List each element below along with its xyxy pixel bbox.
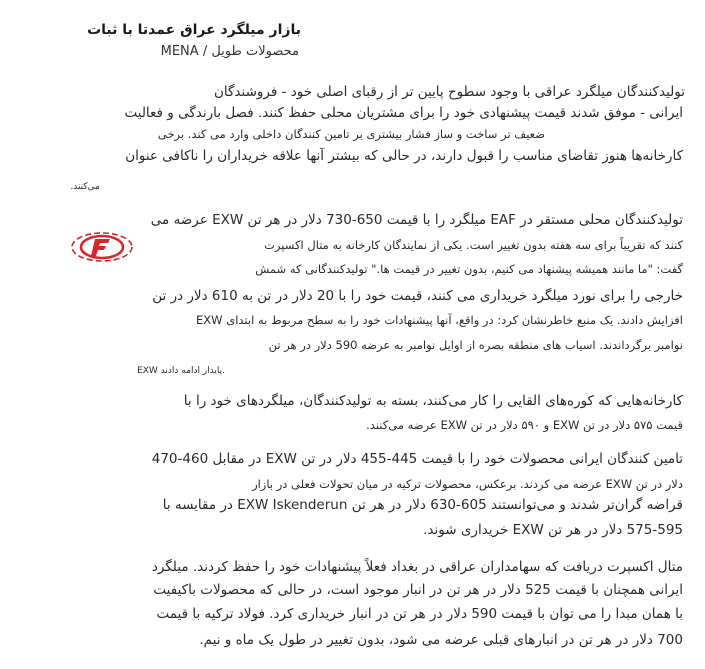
paragraph-1-line-2: ایرانی - موفق شدند قیمت پیشنهادی خود را برای مشتریان محلی حفظ کنند. فصل بارندگی و فعالیت xyxy=(124,105,683,121)
paragraph-4-line-3: قراضه گران‌تر شدند و می‌توانستند 605-630 دلار در هر تن EXW Iskenderun در مقایسه با xyxy=(162,497,683,513)
paragraph-1-line-3: ضعیف تر ساخت و ساز فشار بیشتری بر تامین کنندگان داخلی وارد می کند. برخی xyxy=(157,127,545,141)
paragraph-1-line-1: تولیدکنندگان میلگرد عراقی با وجود سطوح پایین تر از رقبای اصلی خود - فروشندگان xyxy=(213,84,685,100)
paragraph-5-line-4: 700 دلار در هر تن در انبارهای قبلی عرضه می شود، بدون تغییر در طول یک ماه و نیم. xyxy=(199,632,683,648)
metal-expert-logo xyxy=(70,231,134,263)
paragraph-1-line-4: کارخانه‌ها هنوز تقاضای مناسب را قبول دارند، در حالی که بیشتر آنها علاقه خریداران را ناکافی عنوان xyxy=(125,148,683,164)
paragraph-2-line-2: کنند که تقریباً برای سه هفته بدون تغییر است. یکی از نمایندگان کارخانه به متال اکسپرت xyxy=(264,238,683,252)
paragraph-3-line-1: کارخانه‌هایی که کوره‌های القایی را کار می‌کنند، بسته به تولیدکنندگان، میلگردهای خود را با xyxy=(183,393,683,409)
paragraph-1-line-5: می‌کنند. xyxy=(70,182,100,192)
page-title: بازار میلگرد عراق عمدتا با ثبات xyxy=(87,22,301,38)
page-subtitle: محصولات طویل / MENA xyxy=(160,44,299,59)
paragraph-5-line-2: ایرانی همچنان با قیمت 525 دلار در هر تن در انبار موجود است، در حالی که محصولات باکیفیت xyxy=(153,582,683,598)
paragraph-4-line-1: تامین کنندگان ایرانی محصولات خود را با قیمت 445-455 دلار در تن EXW در مقابل 460-470 xyxy=(151,451,683,467)
paragraph-2-line-6: نوامبر برگرداندند. اسیاب های منطقه بصره از اوایل نوامبر به عرضه 590 دلار در هر تن xyxy=(268,338,683,352)
paragraph-2-line-1: تولیدکنندگان محلی مستقر در EAF میلگرد را با قیمت 650-730 دلار در هر تن EXW عرضه می xyxy=(150,212,683,228)
paragraph-5-line-1: متال اکسپرت دریافت که سهامداران عراقی در بغداد فعلاً پیشنهادات خود را حفظ کردند. میلگرد xyxy=(151,559,683,575)
paragraph-4-line-2: دلار در تن EXW عرضه می کردند. برعکس، محصولات ترکیه در میان تحولات فعلی در بازار xyxy=(252,477,683,491)
paragraph-5-line-3: با همان مبدا را می توان با قیمت 590 دلار در هر تن در انبار خریداری کرد. فولاد ترکیه با قیمت xyxy=(156,606,683,622)
paragraph-2-line-4: خارجی را برای نورد میلگرد خریداری می کنند، قیمت خود را با 20 دلار در تن به 610 دلار در تن xyxy=(152,288,683,304)
paragraph-2-line-5: افزایش دادند. یک منبع خاطرنشان کرد: در واقع، آنها پیشنهادات خود را به سطح مربوط به ابتدای EXW xyxy=(196,313,683,327)
paragraph-4-line-4: 575-595 دلار در هر تن EXW خریداری شوند. xyxy=(423,522,683,538)
paragraph-3-line-2: قیمت ۵۷۵ دلار در تن EXW و ۵۹۰ دلار در تن EXW عرضه می‌کنند. xyxy=(366,418,683,432)
paragraph-2-line-3: گفت: "ما مانند همیشه پیشنهاد می کنیم، بدون تغییر در قیمت ها." تولیدکنندگانی که شمش xyxy=(255,262,683,276)
paragraph-2-line-7: .پایدار ادامه دادند EXW xyxy=(137,366,225,376)
